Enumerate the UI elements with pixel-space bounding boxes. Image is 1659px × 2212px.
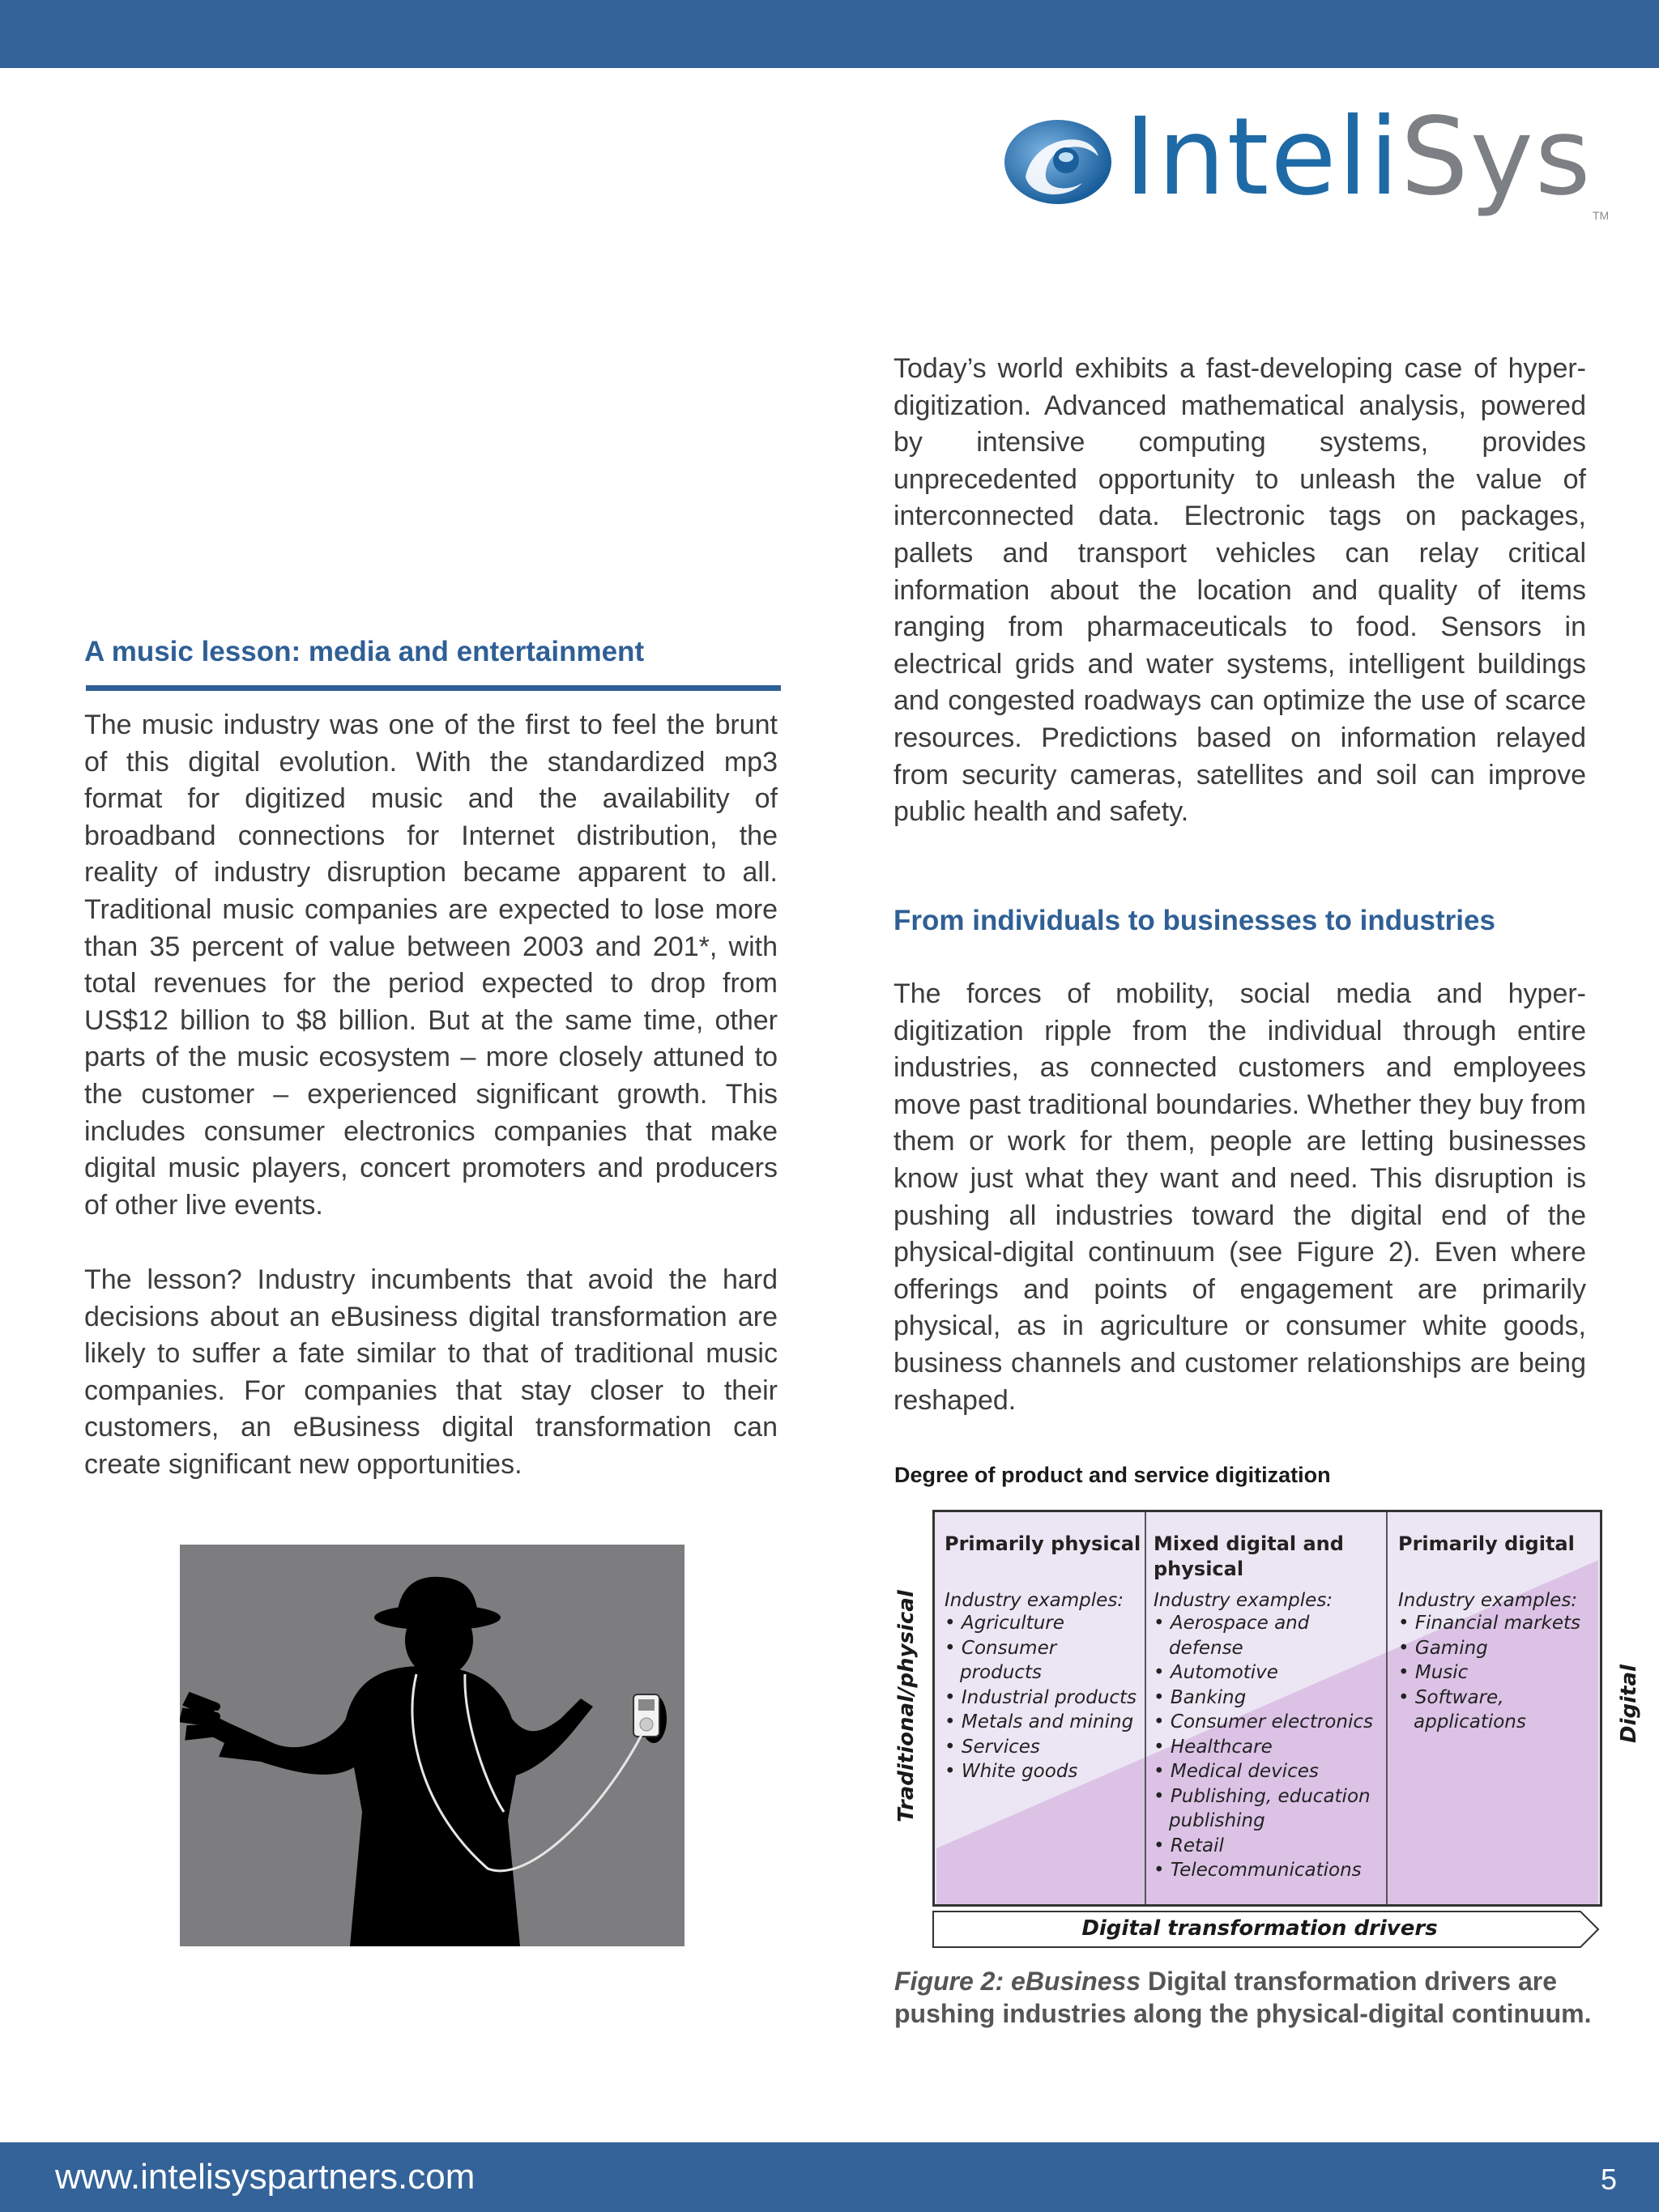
trademark-mark: TM: [1593, 209, 1610, 222]
list-item: • Industrial products: [945, 1686, 1143, 1711]
music-paragraph-2: The lesson? Industry incumbents that avoid the hard decisions about an eBusiness digital transformation are likely to suffer a fate similar to that of traditional music companies. For companies that stay closer to their customers, an eBusiness digital transformation can create significant new opportunities.: [84, 1264, 778, 1480]
list-item: • Healthcare: [1154, 1735, 1384, 1760]
list-item: • Metals and mining: [945, 1710, 1143, 1735]
column-divider: [1386, 1512, 1388, 1904]
axis-label-digital: Digital: [1617, 1664, 1641, 1743]
page-number: 5: [1600, 2163, 1617, 2196]
column-heading: Primarily physical: [945, 1532, 1141, 1555]
examples-label: Industry examples:: [1398, 1590, 1578, 1611]
list-item: • Banking: [1154, 1686, 1384, 1711]
list-item: • Software, applications: [1398, 1686, 1601, 1735]
heading-rule: [86, 685, 781, 691]
intelisys-swirl-icon: [1001, 112, 1115, 209]
industry-list: [945, 1611, 1143, 1784]
digitization-diagram: [932, 1510, 1602, 1907]
list-item: • Gaming: [1398, 1636, 1601, 1661]
industry-list: [1154, 1611, 1384, 1883]
list-item: • Telecommunications: [1154, 1858, 1384, 1883]
column-mixed: [1154, 1512, 1384, 1904]
column-heading: Primarily digital: [1398, 1532, 1575, 1555]
industry-list: [1398, 1611, 1601, 1735]
figure-title: Degree of product and service digitization: [894, 1463, 1331, 1487]
list-item: • Retail: [1154, 1834, 1384, 1859]
hyper-digitization-paragraph: Today’s world exhibits a fast-developing case of hyper-digitization. Advanced mathematical analysis, powered by intensive computing systems, provides unprecedented opportunity to unleash the value of interconnected data. Electronic tags on packages, pallets and transport vehicles can relay critical information about the location and quality of items ranging from pharmaceuticals to food. Sensors in electrical grids and water systems, intelligent buildings and congested roadways can optimize the use of scarce resources. Predictions based on information relayed from security cameras, satellites and soil can improve public health and safety.: [893, 353, 1586, 828]
figure-caption: [894, 1965, 1623, 2030]
caption-italic: Figure 2: eBusiness: [894, 1967, 1141, 1996]
column-primarily-digital: [1398, 1512, 1601, 1904]
column-heading: Mixed digital and physical: [1154, 1532, 1344, 1580]
section-heading-industries: From individuals to businesses to industries: [893, 905, 1495, 936]
list-item: • Financial markets: [1398, 1611, 1601, 1636]
list-item: • Agriculture: [945, 1611, 1143, 1636]
list-item: • Aerospace and defense: [1154, 1611, 1384, 1660]
examples-label: Industry examples:: [945, 1590, 1124, 1611]
list-item: • Medical devices: [1154, 1759, 1384, 1784]
footer-website-link[interactable]: www.intelisyspartners.com: [55, 2157, 476, 2197]
drivers-arrow-label: Digital transformation drivers: [1081, 1916, 1438, 1941]
top-banner: [0, 0, 1659, 68]
music-listener-photo: [180, 1545, 684, 1946]
column-primarily-physical: [945, 1512, 1143, 1904]
dancer-silhouette-icon: [180, 1545, 684, 1946]
examples-label: Industry examples:: [1154, 1590, 1333, 1611]
axis-label-traditional-physical: Traditional/physical: [894, 1590, 919, 1822]
list-item: • White goods: [945, 1759, 1143, 1784]
logo-wordmark: InteliSys: [1124, 95, 1593, 219]
list-item: • Automotive: [1154, 1660, 1384, 1686]
list-item: • Consumer electronics: [1154, 1710, 1384, 1735]
list-item: • Music: [1398, 1660, 1601, 1686]
caption-text: Digital transformation drivers are pushing industries along the physical-digital continuum.: [894, 1967, 1592, 2028]
list-item: • Publishing, education publishing: [1154, 1784, 1384, 1834]
section-heading-music: A music lesson: media and entertainment: [84, 636, 645, 667]
column-divider: [1145, 1512, 1146, 1904]
list-item: • Services: [945, 1735, 1143, 1760]
industries-paragraph: The forces of mobility, social media and hyper-digitization ripple from the individual through entire industries, as connected customers and employees move past traditional boundaries. Whether they buy from them or work for them, people are letting businesses know just what they want and need. This disruption is pushing all industries toward the digital end of the physical-digital continuum (see Figure 2). Even where offerings and points of engagement are primarily physical, as in agriculture or consumer white goods, business channels and customer relationships are being reshaped.: [893, 978, 1586, 1416]
intelisys-logo: [1001, 95, 1617, 224]
list-item: • Consumer products: [945, 1636, 1143, 1686]
music-paragraph-1: The music industry was one of the first to feel the brunt of this digital evolution. With the standardized mp3 format for digitized music and the availability of broadband connections for Internet distribution, the reality of industry disruption became apparent to all. Traditional music companies are expected to lose more than 35 percent of value between 2003 and 201*, with total revenues for the period expected to drop from US$12 billion to $8 billion. But at the same time, other parts of the music ecosystem – more closely attuned to the customer – experienced significant growth. This includes consumer electronics companies that make digital music players, concert promoters and producers of other live events.: [84, 710, 778, 1221]
